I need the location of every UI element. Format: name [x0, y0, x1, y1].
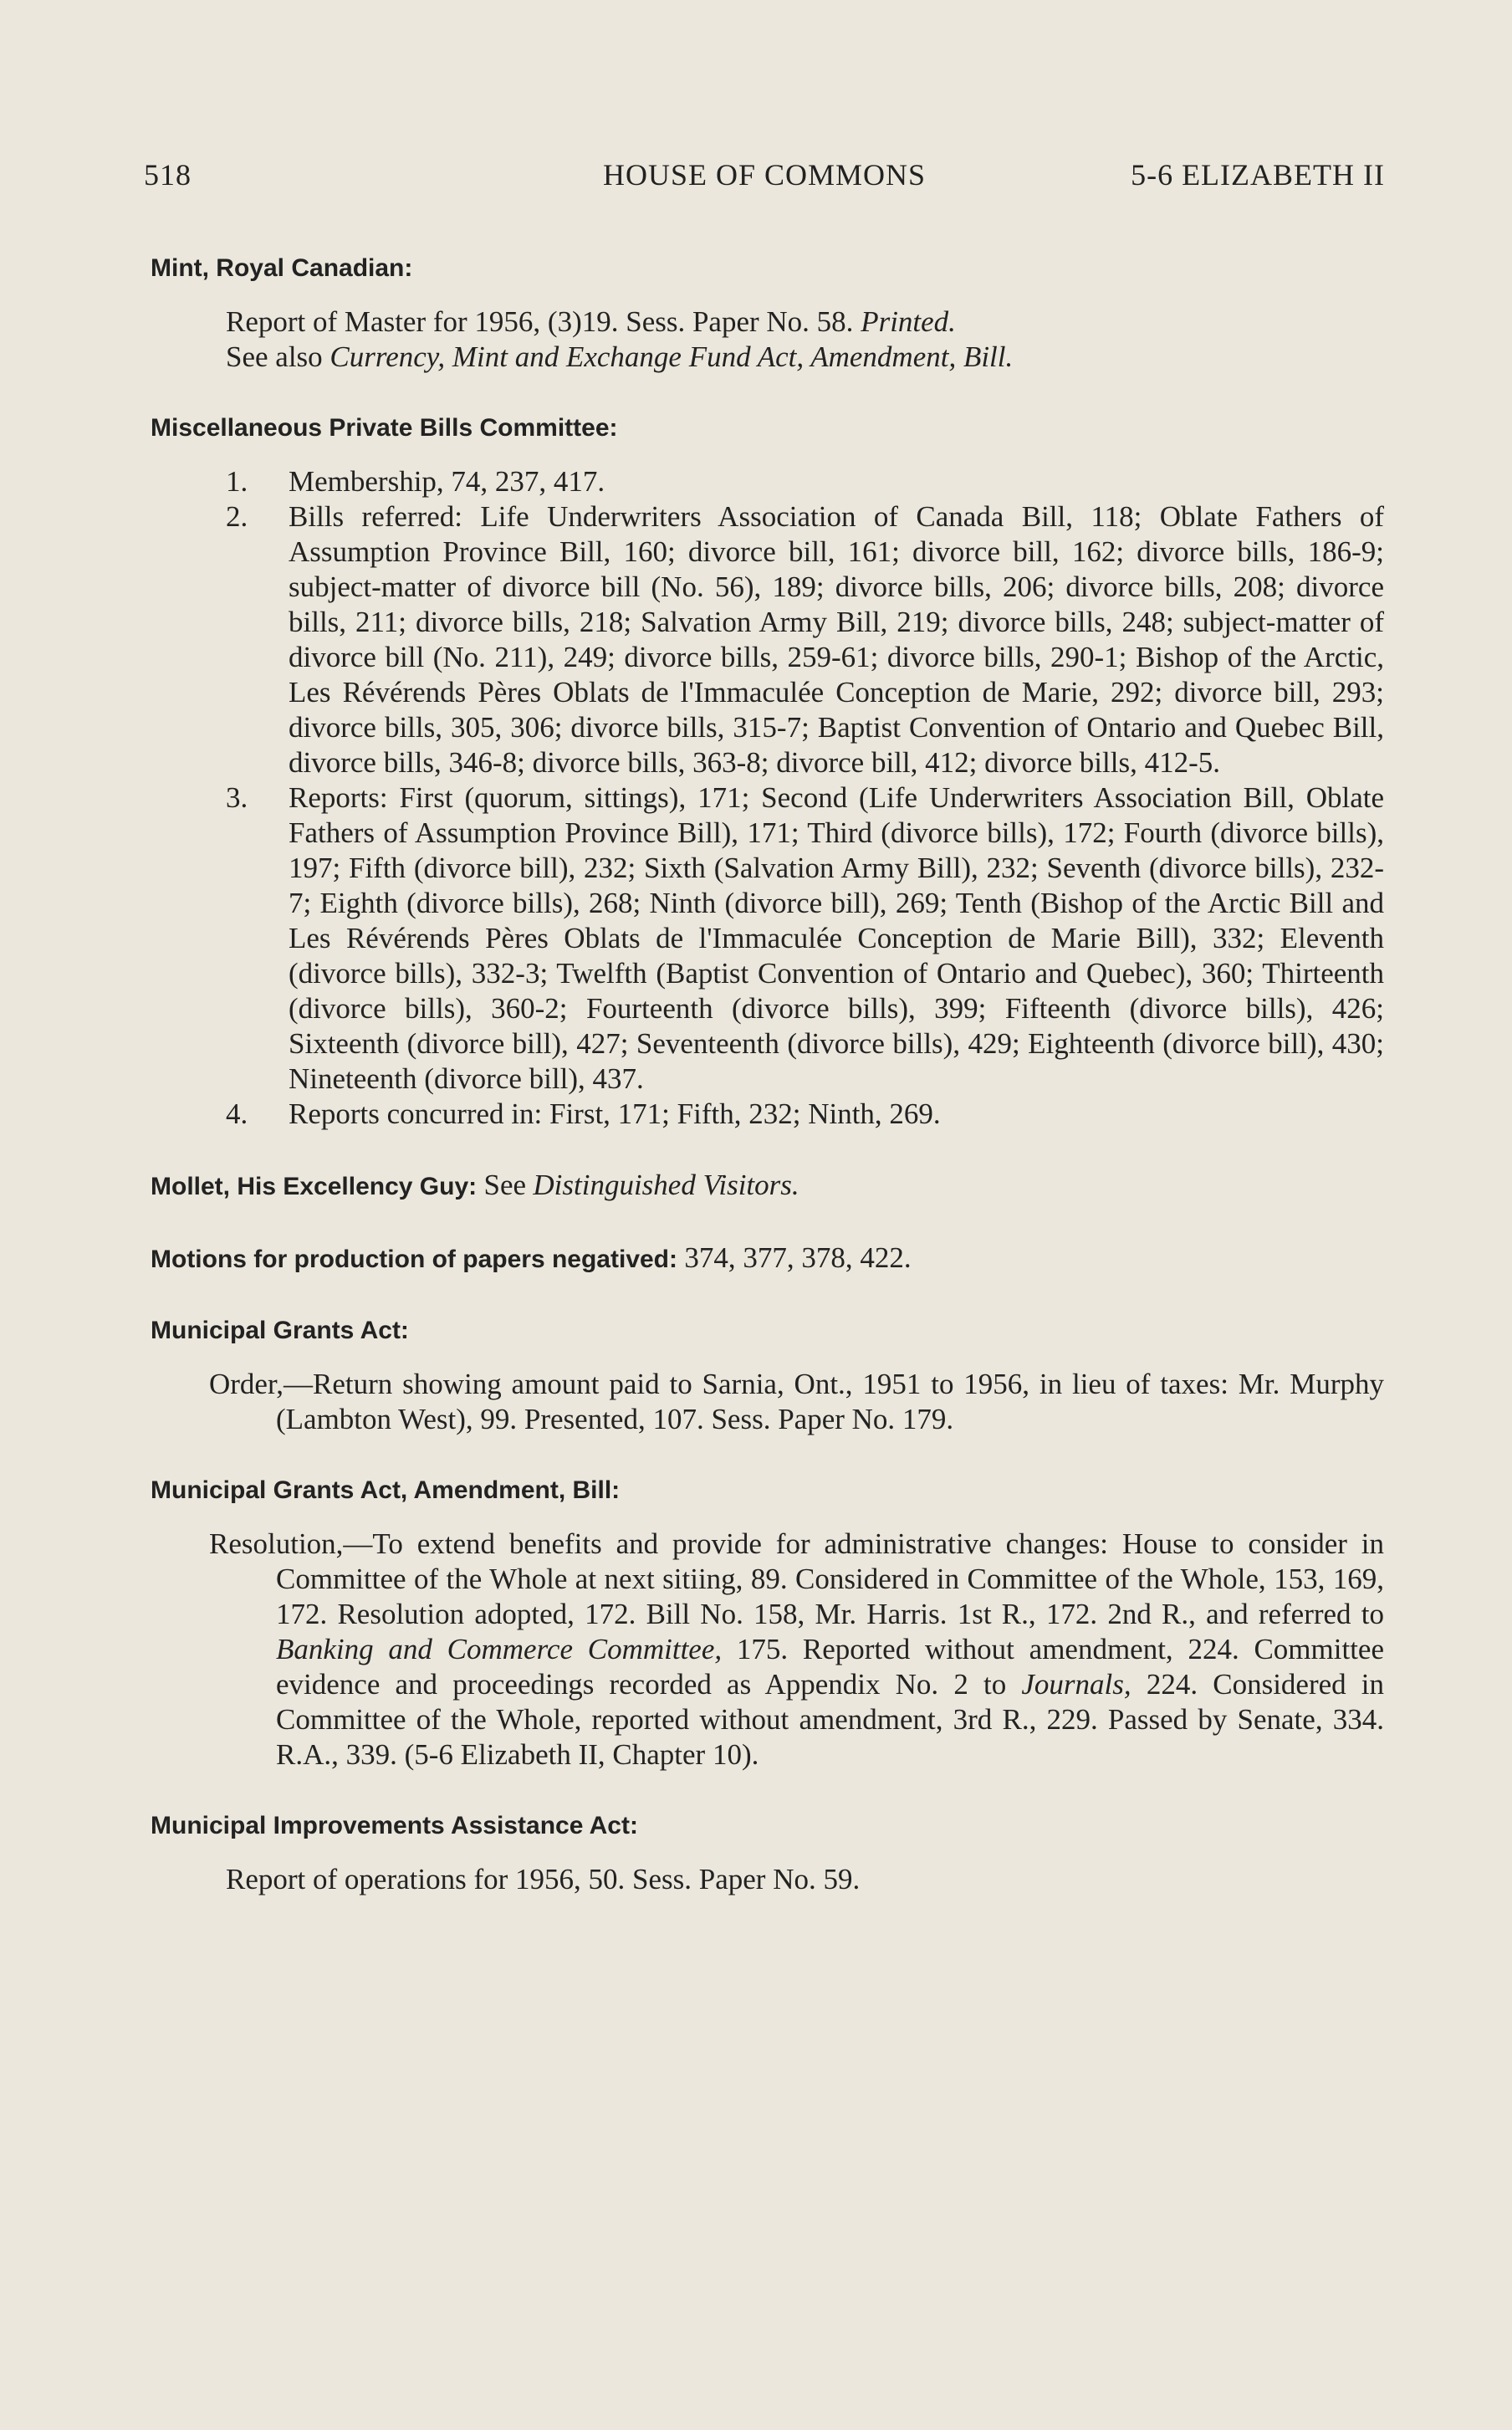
- item-text: Bills referred: Life Underwriters Association of Canada Bill, 118; Oblate Fathers of Assumption Province Bill, 160; divorce bill, 161; divorce bill, 162; divorce bills, 186-9; subject-matter of divorce bill (No. 56), 189; divorce bills, 206; divorce bills, 208; divorce bills, 211; divorce bills, 218; Salvation Army Bill, 219; divorce bills, 248; subject-matter of divorce bill (No. 211), 249; divorce bills, 259-61; divorce bills, 290-1; Bishop of the Arctic, Les Révérends Pères Oblats de l'Immaculée Conception de Marie, 292; divorce bill, 293; divorce bills, 305, 306; divorce bills, 315-7; Baptist Convention of Ontario and Quebec Bill, divorce bills, 346-8; divorce bills, 363-8; divorce bill, 412; divorce bills, 412-5.: [289, 500, 1384, 779]
- entry-line: See also Currency, Mint and Exchange Fund Act, Amendment, Bill.: [226, 340, 1014, 373]
- entry-paragraph: Resolution,—To extend benefits and provide for administrative changes: House to consider in Committee of the Whole at next sitiing, 89. Considered in Committee of the Whole, 153, 169, 172. Resolution adopted, 172. Bill No. 158, Mr. Harris. 1st R., 172. 2nd R., and referred to Banking and Commerce Committee, 175. Reported without amendment, 224. Committee evidence and proceedings recorded as Appendix No. 2 to Journals, 224. Considered in Committee of the Whole, reported without amendment, 3rd R., 229. Passed by Senate, 334. R.A., 339. (5-6 Elizabeth II, Chapter 10).: [209, 1527, 1385, 1771]
- item-text: Membership, 74, 237, 417.: [289, 465, 605, 498]
- entry-line: Report of operations for 1956, 50. Sess. Paper No. 59.: [226, 1863, 861, 1895]
- item-number: 4.: [226, 1097, 248, 1130]
- item-number: 2.: [226, 500, 248, 533]
- entry-municipal-grants: [151, 1313, 1384, 1437]
- entry-heading: Miscellaneous Private Bills Committee:: [151, 414, 618, 442]
- entry-misc-private-bills: [151, 411, 1384, 1132]
- entry-mollet: [151, 1168, 1384, 1205]
- numbered-item: [151, 464, 1384, 499]
- entry-mint: [151, 251, 1384, 375]
- item-number: 3.: [226, 781, 248, 814]
- entry-paragraph: Order,—Return showing amount paid to Sarnia, Ont., 1951 to 1956, in lieu of taxes: Mr. Murphy (Lambton West), 99. Presented, 107. Sess. Paper No. 179.: [209, 1368, 1384, 1435]
- item-text: Reports: First (quorum, sittings), 171; Second (Life Underwriters Association Bill, Oblate Fathers of Assumption Province Bill), 171; Third (divorce bills), 172; Fourth (divorce bills), 197; Fifth (divorce bill), 232; Sixth (Salvation Army Bill), 232; Seventh (divorce bills), 232-7; Eighth (divorce bills), 268; Ninth (divorce bill), 269; Tenth (Bishop of the Arctic Bill and Les Révérends Pères Oblats de l'Immaculée Conception de Marie Bill), 332; Eleventh (divorce bills), 332-3; Twelfth (Baptist Convention of Ontario and Quebec), 360; Thirteenth (divorce bills), 360-2; Fourteenth (divorce bills), 399; Fifteenth (divorce bills), 426; Sixteenth (divorce bill), 427; Seventeenth (divorce bills), 429; Eighteenth (divorce bill), 430; Nineteenth (divorce bill), 437.: [289, 781, 1384, 1095]
- entry-heading: Municipal Grants Act, Amendment, Bill:: [151, 1476, 621, 1504]
- entry-motions: [151, 1241, 1384, 1277]
- item-text: Reports concurred in: First, 171; Fifth, 232; Ninth, 269.: [289, 1097, 941, 1130]
- item-number: 1.: [226, 465, 248, 498]
- index-content: [151, 251, 1384, 1933]
- entry-line: Report of Master for 1956, (3)19. Sess. Paper No. 58. Printed.: [226, 305, 956, 338]
- numbered-item: [151, 1097, 1384, 1132]
- entry-heading: Mint, Royal Canadian:: [151, 254, 413, 282]
- entry-heading-inline: Mollet, His Excellency Guy: See Distinguished Visitors.: [151, 1169, 799, 1201]
- numbered-item: [151, 499, 1384, 780]
- entry-municipal-improvements: [151, 1808, 1384, 1897]
- entry-heading-inline: Motions for production of papers negatived: 374, 377, 378, 422.: [151, 1241, 912, 1274]
- page-title: HOUSE OF COMMONS: [602, 158, 927, 192]
- page-number: 518: [144, 158, 192, 192]
- running-head: [144, 157, 1385, 197]
- entry-municipal-grants-amendment: [151, 1473, 1384, 1773]
- entry-heading: Municipal Grants Act:: [151, 1317, 409, 1344]
- entry-heading: Municipal Improvements Assistance Act:: [151, 1812, 638, 1839]
- numbered-item: [151, 780, 1384, 1097]
- session-label: 5-6 ELIZABETH II: [1131, 158, 1385, 192]
